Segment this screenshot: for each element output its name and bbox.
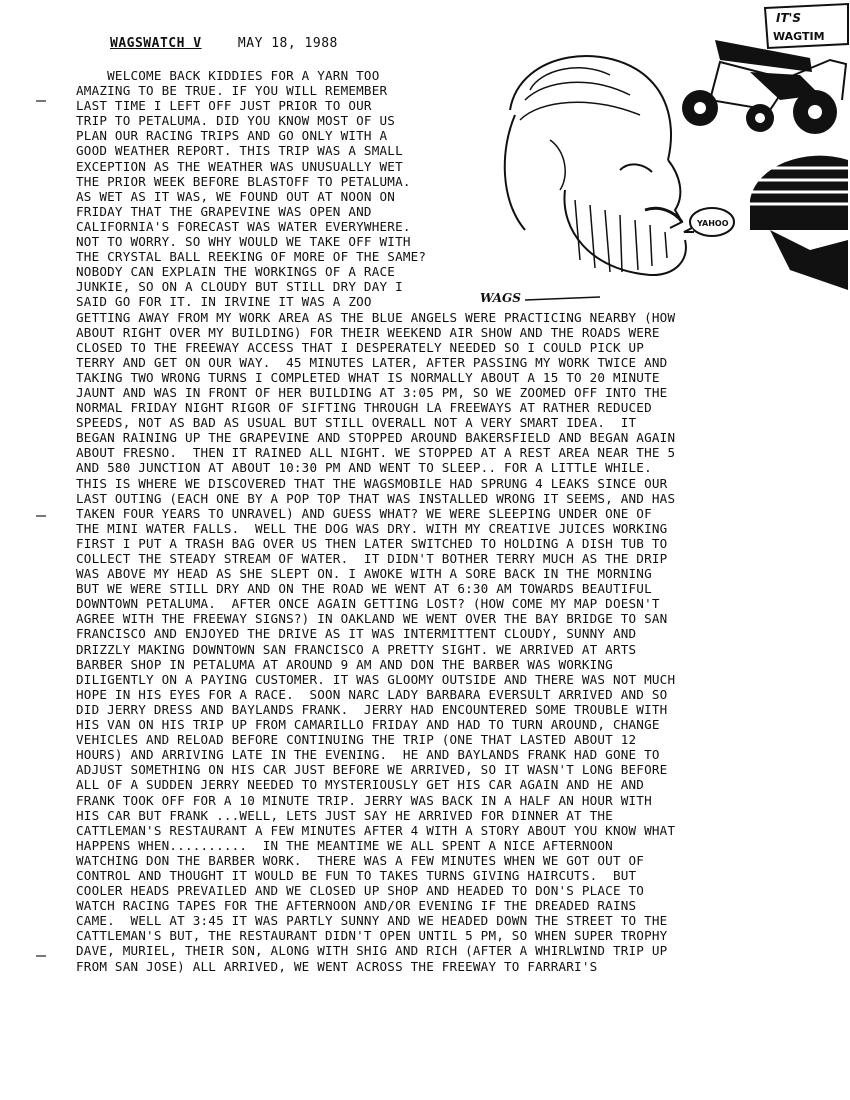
text-line: FIRST I PUT A TRASH BAG OVER US THEN LATER SWITCHED TO HOLDING A DISH TUB TO — [76, 535, 668, 551]
article-body — [76, 68, 836, 974]
text-line: WATCHING DON THE BARBER WORK. THERE WAS A FEW MINUTES WHEN WE GOT OUT OF — [76, 852, 645, 868]
margin-mark — [36, 100, 46, 102]
text-line: JUNKIE, SO ON A CLOUDY BUT STILL DRY DAY I — [76, 279, 403, 295]
text-line: AND 580 JUNCTION AT ABOUT 10:30 PM AND WENT TO SLEEP.. FOR A LITTLE WHILE. — [76, 460, 652, 476]
text-line: HOURS) AND ARRIVING LATE IN THE EVENING. HE AND BAYLANDS FRANK HAD GONE TO — [76, 747, 660, 763]
text-line: FRANCISCO AND ENJOYED THE DRIVE AS IT WAS INTERMITTENT CLOUDY, SUNNY AND — [76, 626, 637, 642]
text-line: ABOUT FRESNO. THEN IT RAINED ALL NIGHT. WE STOPPED AT A REST AREA NEAR THE 5 — [76, 445, 676, 461]
text-line: CATTLEMAN'S RESTAURANT A FEW MINUTES AFTER 4 WITH A STORY ABOUT YOU KNOW WHAT — [76, 822, 676, 838]
text-line: THE CRYSTAL BALL REEKING OF MORE OF THE SAME? — [76, 249, 427, 265]
text-line: CONTROL AND THOUGHT IT WOULD BE FUN TO TAKES TURNS GIVING HAIRCUTS. BUT — [76, 867, 637, 883]
text-line: TRIP TO PETALUMA. DID YOU KNOW MOST OF US — [76, 113, 396, 129]
text-line: DOWNTOWN PETALUMA. AFTER ONCE AGAIN GETTING LOST? (HOW COME MY MAP DOESN'T — [76, 596, 660, 612]
text-line: COLLECT THE STEADY STREAM OF WATER. IT DIDN'T BOTHER TERRY MUCH AS THE DRIP — [76, 551, 668, 566]
text-line: FROM SAN JOSE) ALL ARRIVED, WE WENT ACROSS THE FREEWAY TO FARRARI'S — [76, 958, 598, 974]
text-line: SPEEDS, NOT AS BAD AS USUAL BUT STILL OVERALL NOT A VERY SMART IDEA. IT — [76, 415, 637, 431]
text-line: CALIFORNIA'S FORECAST WAS WATER EVERYWHERE. — [76, 218, 411, 234]
signature-text: WAGS — [480, 291, 521, 305]
text-line: HOPE IN HIS EYES FOR A RACE. SOON NARC LADY BARBARA EVERSULT ARRIVED AND SO — [76, 686, 668, 702]
margin-mark — [36, 515, 46, 517]
text-line: JAUNT AND WAS IN FRONT OF HER BUILDING AT 3:05 PM, SO WE ZOOMED OFF INTO THE — [76, 384, 668, 400]
banner-line-2: WAGTIM — [773, 30, 825, 43]
text-line: CLOSED TO THE FREEWAY ACCESS THAT I DESPERATELY NEEDED SO I COULD PICK UP — [76, 339, 645, 355]
text-line: EXCEPTION AS THE WEATHER WAS UNUSUALLY WET — [76, 158, 403, 174]
text-line: GETTING AWAY FROM MY WORK AREA AS THE BLUE ANGELS WERE PRACTICING NEARBY (HOW — [76, 309, 676, 325]
text-line: BEGAN RAINING UP THE GRAPEVINE AND STOPPED AROUND BAKERSFIELD AND BEGAN AGAIN — [76, 430, 676, 446]
text-line: ABOUT RIGHT OVER MY BUILDING) FOR THEIR WEEKEND AIR SHOW AND THE ROADS WERE — [76, 324, 660, 340]
banner-line-1: IT'S — [776, 11, 801, 25]
text-line: NOT TO WORRY. SO WHY WOULD WE TAKE OFF WITH — [76, 234, 411, 250]
text-line: ALL OF A SUDDEN JERRY NEEDED TO MYSTERIOUSLY GET HIS CAR AGAIN AND HE AND — [76, 777, 645, 793]
text-line: WATCH RACING TAPES FOR THE AFTERNOON AND/OR EVENING IF THE DREADED RAINS — [76, 898, 637, 914]
text-line: FRANK TOOK OFF FOR A 10 MINUTE TRIP. JERRY WAS BACK IN A HALF AN HOUR WITH — [76, 792, 652, 808]
wagtime-banner — [765, 4, 848, 48]
text-line: THE PRIOR WEEK BEFORE BLASTOFF TO PETALUMA. — [76, 173, 411, 189]
document-header — [110, 36, 338, 51]
text-line: DILIGENTLY ON A PAYING CUSTOMER. IT WAS GLOOMY OUTSIDE AND THERE WAS NOT MUCH — [76, 671, 676, 687]
text-line: SAID GO FOR IT. IN IRVINE IT WAS A ZOO — [76, 294, 372, 310]
text-line: WELCOME BACK KIDDIES FOR A YARN TOO — [76, 68, 380, 83]
text-line: LAST OUTING (EACH ONE BY A POP TOP THAT WAS INSTALLED WRONG IT SEEMS, AND HAS — [76, 490, 676, 506]
speech-bubble-text: YAHOO — [697, 219, 729, 228]
text-line: TAKING TWO WRONG TURNS I COMPLETED WHAT IS NORMALLY ABOUT A 15 TO 20 MINUTE — [76, 369, 660, 385]
text-line: ADJUST SOMETHING ON HIS CAR JUST BEFORE WE ARRIVED, SO IT WASN'T LONG BEFORE — [76, 762, 668, 778]
text-line: FRIDAY THAT THE GRAPEVINE WAS OPEN AND — [76, 203, 372, 219]
text-line: AS WET AS IT WAS, WE FOUND OUT AT NOON ON — [76, 188, 396, 204]
text-line: COOLER HEADS PREVAILED AND WE CLOSED UP SHOP AND HEADED TO DON'S PLACE TO — [76, 883, 645, 899]
text-line: DID JERRY DRESS AND BAYLANDS FRANK. JERRY HAD ENCOUNTERED SOME TROUBLE WITH — [76, 701, 668, 717]
text-line: BARBER SHOP IN PETALUMA AT AROUND 9 AM AND DON THE BARBER WAS WORKING — [76, 656, 613, 672]
text-line: CATTLEMAN'S BUT, THE RESTAURANT DIDN'T OPEN UNTIL 5 PM, SO WHEN SUPER TROPHY — [76, 928, 668, 944]
text-line: NORMAL FRIDAY NIGHT RIGOR OF SIFTING THROUGH LA FREEWAYS AT RATHER REDUCED — [76, 400, 652, 416]
text-line: AGREE WITH THE FREEWAY SIGNS?) IN OAKLAND WE WENT OVER THE BAY BRIDGE TO SAN — [76, 611, 668, 627]
text-line: NOBODY CAN EXPLAIN THE WORKINGS OF A RACE — [76, 264, 396, 280]
text-line: HIS CAR BUT FRANK ...WELL, LETS JUST SAY HE ARRIVED FOR DINNER AT THE — [76, 807, 613, 823]
text-line: HAPPENS WHEN.......... IN THE MEANTIME WE ALL SPENT A NICE AFTERNOON — [76, 837, 613, 853]
text-line: DRIZZLY MAKING DOWNTOWN SAN FRANCISCO A PRETTY SIGHT. WE ARRIVED AT ARTS — [76, 641, 637, 657]
text-line: VEHICLES AND RELOAD BEFORE CONTINUING THE TRIP (ONE THAT LASTED ABOUT 12 — [76, 732, 637, 748]
newsletter-date: MAY 18, 1988 — [237, 36, 338, 51]
text-line: TERRY AND GET ON OUR WAY. 45 MINUTES LATER, AFTER PASSING MY WORK TWICE AND — [76, 354, 668, 370]
text-line: TAKEN FOUR YEARS TO UNRAVEL) AND GUESS WHAT? WE WERE SLEEPING UNDER ONE OF — [76, 505, 652, 521]
text-line: HIS VAN ON HIS TRIP UP FROM CAMARILLO FRIDAY AND HAD TO TURN AROUND, CHANGE — [76, 717, 660, 733]
text-line: PLAN OUR RACING TRIPS AND GO ONLY WITH A — [76, 128, 388, 144]
text-line: DAVE, MURIEL, THEIR SON, ALONG WITH SHIG AND RICH (AFTER A WHIRLWIND TRIP UP — [76, 943, 668, 959]
newsletter-title: WAGSWATCH V — [110, 36, 202, 51]
text-line: THIS IS WHERE WE DISCOVERED THAT THE WAGSMOBILE HAD SPRUNG 4 LEAKS SINCE OUR — [76, 475, 668, 491]
text-line: GOOD WEATHER REPORT. THIS TRIP WAS A SMALL — [76, 143, 403, 159]
text-line: THE MINI WATER FALLS. WELL THE DOG WAS DRY. WITH MY CREATIVE JUICES WORKING — [76, 520, 668, 536]
margin-mark — [36, 955, 46, 957]
text-line: LAST TIME I LEFT OFF JUST PRIOR TO OUR — [76, 98, 372, 114]
text-line: WAS ABOVE MY HEAD AS SHE SLEPT ON. I AWOKE WITH A SORE BACK IN THE MORNING — [76, 566, 652, 582]
text-line: AMAZING TO BE TRUE. IF YOU WILL REMEMBER — [76, 83, 388, 99]
text-line: CAME. WELL AT 3:45 IT WAS PARTLY SUNNY AND WE HEADED DOWN THE STREET TO THE — [76, 913, 668, 929]
text-line: BUT WE WERE STILL DRY AND ON THE ROAD WE WENT AT 6:30 AM TOWARDS BEAUTIFUL — [76, 581, 652, 597]
